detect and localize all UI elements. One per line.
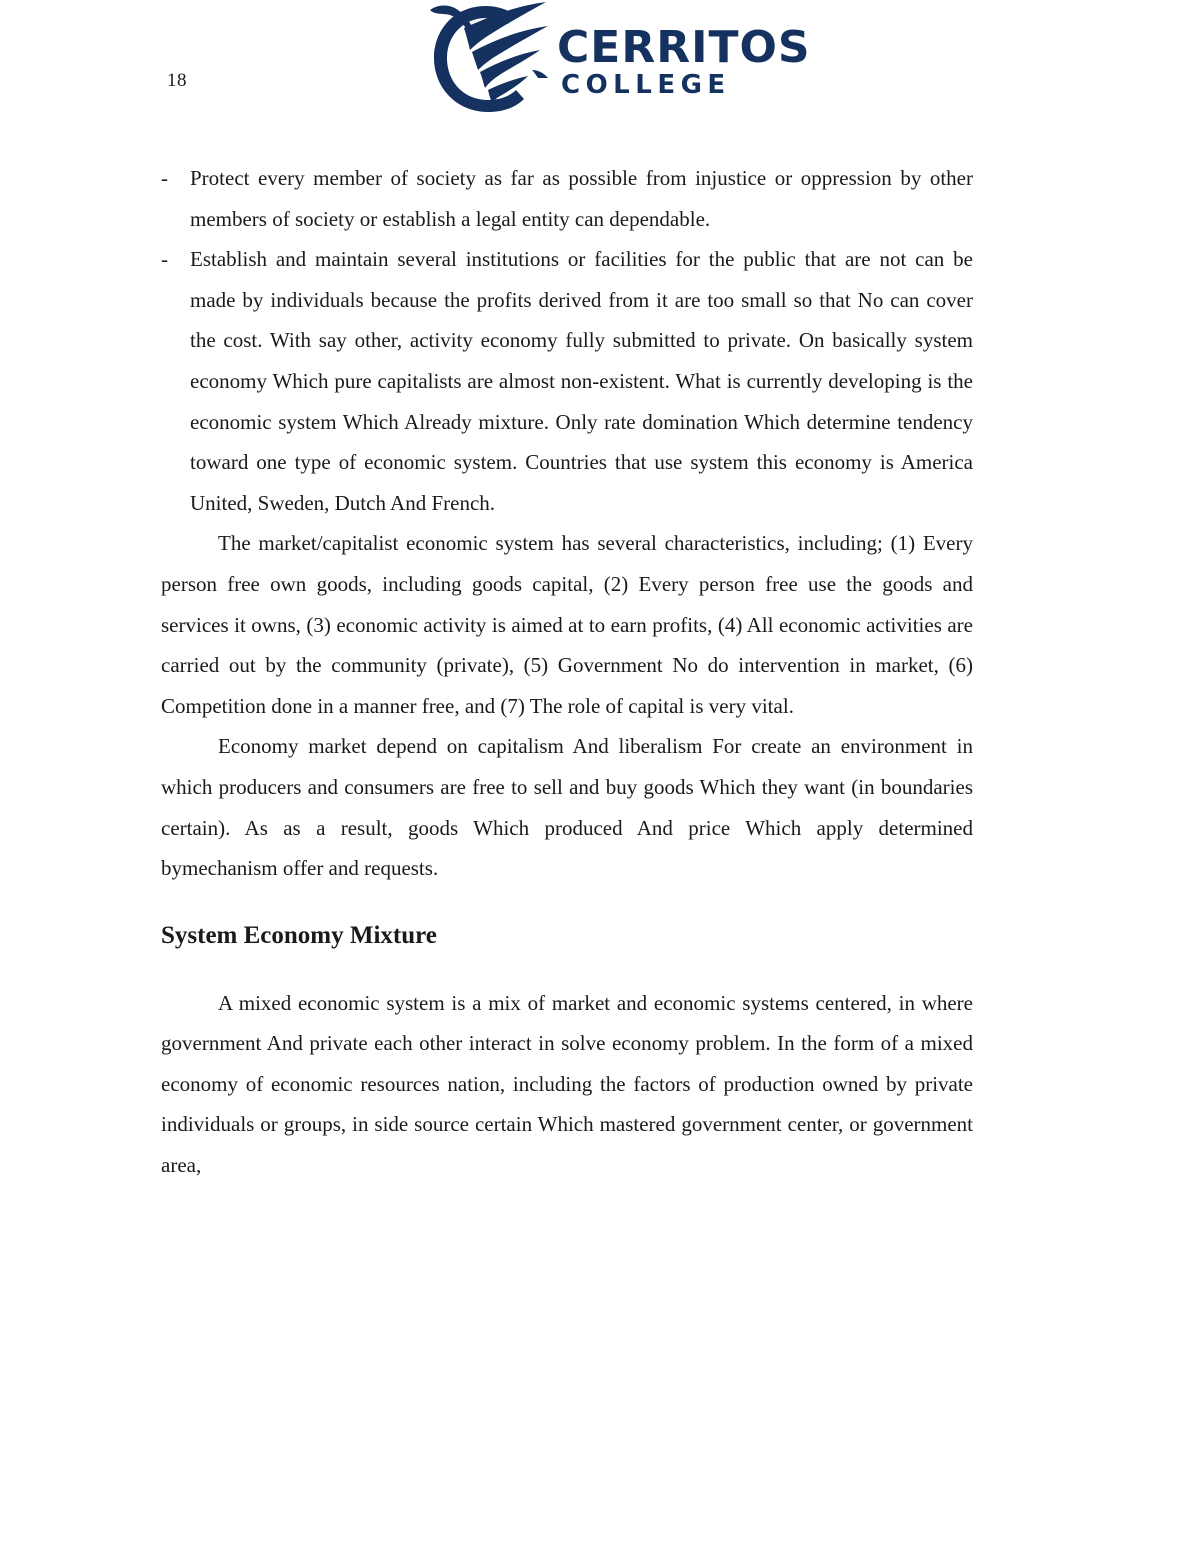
paragraph-market-economy: Economy market depend on capitalism And liberalism For create an environment in which producers and consumers are free to sell and buy goods Which they want (in boundaries certain). As as a result, goods Which produced And price Which apply determined bymechanism offer and requests. (161, 734, 973, 881)
paragraph-characteristics: The market/capitalist economic system has several characteristics, including; (1) Every person free own goods, including goods capital, (2) Every person free use the goods and services it owns, (3) economic activity is aimed at to earn profits, (4) All economic activities are carried out by the community (private), (5) Government No do intervention in market, (6) Competition done in a manner free, and (7) The role of capital is very vital. (161, 531, 973, 718)
page-number: 18 (167, 70, 187, 91)
eagle-emblem-icon (424, 0, 554, 120)
list-item-text: Establish and maintain several institutions or facilities for the public that are not can be made by individuals because the profits derived from it are too small so that No can cover the cost. With say other, activity economy fully submitted to private. On basically system economy Which pure capitalists are almost non-existent. What is currently developing is the economic system Which Already mixture. Only rate domination Which determine tendency toward one type of economic system. Countries that use system this economy is America United, Sweden, Dutch And French. (190, 247, 973, 515)
logo-name-line2: COLLEGE (561, 70, 731, 100)
list-item-text: Protect every member of society as far as possible from injustice or oppression by other members of society or establish a legal entity can dependable. (190, 166, 973, 231)
list-item (161, 239, 973, 523)
list-marker: - (161, 166, 168, 190)
document-body (161, 158, 973, 1186)
section-heading: System Economy Mixture (161, 921, 437, 949)
paragraph-mixed-economy: A mixed economic system is a mix of market and economic systems centered, in where government And private each other interact in solve economy problem. In the form of a mixed economy of economic resources nation, including the factors of production owned by private individuals or groups, in side source certain Which mastered government center, or government area, (161, 990, 973, 1178)
list-item (161, 158, 973, 239)
cerritos-college-logo (424, 0, 811, 120)
logo-name-line1: CERRITOS (557, 22, 811, 73)
list-marker: - (161, 247, 168, 272)
